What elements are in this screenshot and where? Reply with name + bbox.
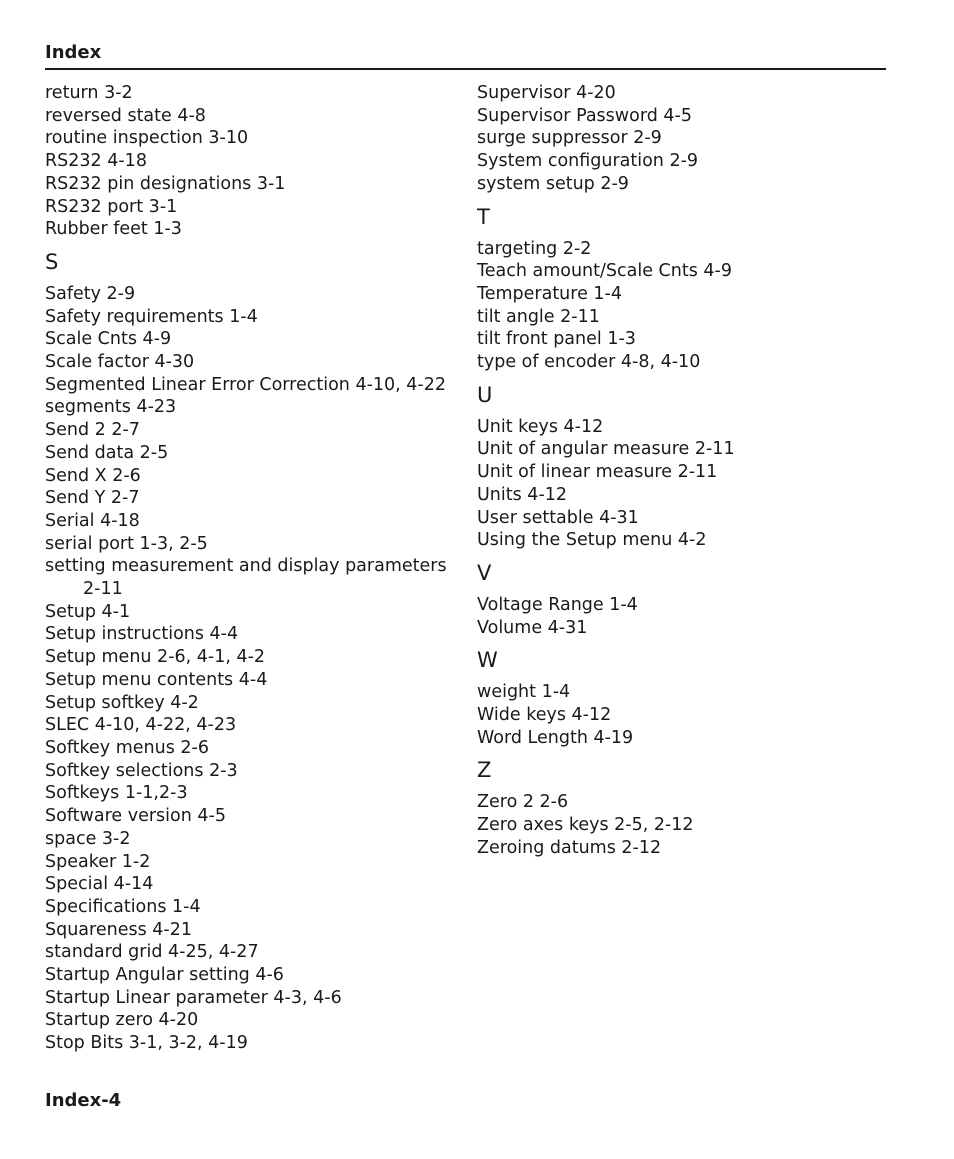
index-group-z — [477, 791, 897, 859]
index-entry: setting measurement and display parameters — [45, 556, 447, 577]
index-column-right — [477, 82, 897, 860]
index-entry: Volume 4-31 — [477, 617, 588, 638]
index-group-r — [45, 82, 465, 241]
page-footer-label: Index-4 — [45, 1090, 122, 1111]
index-entry: targeting 2-2 — [477, 238, 592, 259]
index-entry: Rubber feet 1-3 — [45, 219, 182, 240]
index-entry: Zero 2 2-6 — [477, 792, 569, 813]
index-entry: Serial 4-18 — [45, 510, 140, 531]
index-entry: Temperature 1-4 — [477, 283, 622, 304]
index-entry: Segmented Linear Error Correction 4-10, 4-22 — [45, 374, 447, 395]
index-entry: Setup instructions 4-4 — [45, 624, 239, 645]
index-entry: RS232 4-18 — [45, 151, 147, 172]
index-entry: Special 4-14 — [45, 874, 154, 895]
index-group-w — [477, 681, 897, 749]
index-entry: Software version 4-5 — [45, 806, 226, 827]
index-entry: Zeroing datums 2-12 — [477, 837, 662, 858]
index-entry: SLEC 4-10, 4-22, 4-23 — [45, 715, 237, 736]
index-entry: System configuration 2-9 — [477, 151, 699, 172]
index-entry: Send Y 2-7 — [45, 488, 140, 509]
section-letter-v: V — [477, 560, 492, 585]
index-group-s — [45, 283, 465, 1055]
index-entry: tilt front panel 1-3 — [477, 329, 636, 350]
section-letter-t: T — [477, 204, 490, 229]
index-entry: Unit of angular measure 2-11 — [477, 439, 735, 460]
index-column-left — [45, 82, 465, 1055]
index-entry: segments 4-23 — [45, 397, 177, 418]
index-entry: Scale Cnts 4-9 — [45, 329, 172, 350]
index-entry: Setup menu contents 4-4 — [45, 669, 268, 690]
index-group-u — [477, 416, 897, 552]
index-entry: type of encoder 4-8, 4-10 — [477, 352, 701, 373]
index-entry: weight 1-4 — [477, 682, 571, 703]
index-entry: User settable 4-31 — [477, 507, 639, 528]
index-group-t — [477, 238, 897, 374]
index-entry: Send X 2-6 — [45, 465, 141, 486]
index-entry: tilt angle 2-11 — [477, 306, 600, 327]
index-entry: Stop Bits 3-1, 3-2, 4-19 — [45, 1033, 248, 1054]
index-entry: RS232 pin designations 3-1 — [45, 173, 286, 194]
section-letter-s: S — [45, 249, 59, 274]
index-entry: reversed state 4-8 — [45, 105, 206, 126]
index-entry: Setup menu 2-6, 4-1, 4-2 — [45, 647, 266, 668]
index-entry: Safety requirements 1-4 — [45, 306, 258, 327]
index-entry: serial port 1-3, 2-5 — [45, 533, 208, 554]
index-entry: Unit of linear measure 2-11 — [477, 462, 718, 483]
index-entry: Wide keys 4-12 — [477, 705, 612, 726]
section-letter-u: U — [477, 382, 493, 407]
index-entry: Zero axes keys 2-5, 2-12 — [477, 815, 694, 836]
section-letter-z: Z — [477, 758, 492, 783]
index-entry: return 3-2 — [45, 83, 133, 103]
section-letter-w: W — [477, 648, 498, 673]
index-entry: Softkeys 1-1,2-3 — [45, 783, 188, 804]
index-entry: Softkey menus 2-6 — [45, 737, 209, 758]
index-entry: Setup softkey 4-2 — [45, 692, 199, 713]
index-entry: Scale factor 4-30 — [45, 352, 195, 373]
index-entry: space 3-2 — [45, 828, 131, 849]
index-entry: Specifications 1-4 — [45, 896, 201, 917]
index-entry: Units 4-12 — [477, 484, 568, 505]
index-entry: Using the Setup menu 4-2 — [477, 530, 707, 551]
index-entry: Unit keys 4-12 — [477, 416, 604, 437]
index-entry: routine inspection 3-10 — [45, 128, 249, 149]
index-entry: surge suppressor 2-9 — [477, 128, 662, 149]
index-entry: Supervisor 4-20 — [477, 83, 616, 103]
index-entry: standard grid 4-25, 4-27 — [45, 942, 259, 963]
index-entry: Safety 2-9 — [45, 283, 136, 304]
index-group-s-cont — [477, 82, 897, 196]
index-entry: Send 2 2-7 — [45, 420, 140, 441]
index-entry: Teach amount/Scale Cnts 4-9 — [477, 261, 732, 282]
index-entry: Speaker 1-2 — [45, 851, 151, 872]
index-entry: Send data 2-5 — [45, 442, 169, 463]
index-entry: Word Length 4-19 — [477, 727, 634, 748]
index-entry: Startup zero 4-20 — [45, 1010, 199, 1031]
index-group-v — [477, 594, 897, 639]
index-entry: system setup 2-9 — [477, 173, 629, 194]
index-entry-continuation: 2-11 — [83, 579, 123, 600]
index-entry: Startup Angular setting 4-6 — [45, 965, 284, 986]
index-entry: Softkey selections 2-3 — [45, 760, 238, 781]
header-rule — [45, 68, 886, 70]
page-header-title: Index — [45, 42, 102, 63]
index-entry: Supervisor Password 4-5 — [477, 105, 692, 126]
index-entry: Squareness 4-21 — [45, 919, 192, 940]
index-entry: Setup 4-1 — [45, 601, 131, 622]
index-entry: RS232 port 3-1 — [45, 196, 178, 217]
index-entry: Startup Linear parameter 4-3, 4-6 — [45, 987, 342, 1008]
index-entry: Voltage Range 1-4 — [477, 594, 638, 615]
